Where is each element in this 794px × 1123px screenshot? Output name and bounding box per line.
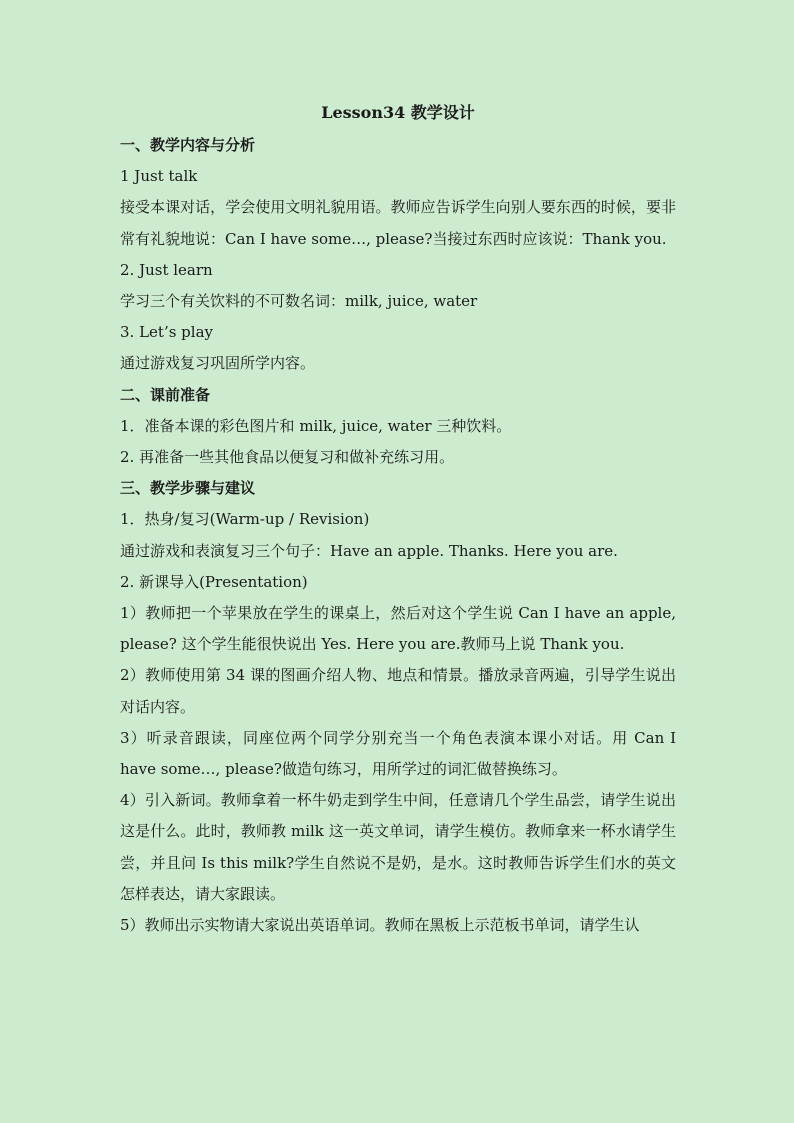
step-warmup-text: 通过游戏和表演复习三个句子：Have an apple. Thanks. Here you are. <box>120 541 618 560</box>
subheading-just-talk: 1 Just talk <box>120 167 198 186</box>
presentation-item-2: 2）教师使用第 34 课的图画介绍人物、地点和情景。播放录音两遍，引导学生说出对话内容。 <box>120 666 676 716</box>
step-warmup-heading: 1．热身/复习(Warm-up / Revision) <box>120 510 370 529</box>
section-heading-steps: 三、教学步骤与建议 <box>120 479 256 498</box>
presentation-item-3: 3）听录音跟读，同座位两个同学分别充当一个角色表演本课小对话。用 Can I have some…, please?做造句练习，用所学过的词汇做替换练习。 <box>120 728 676 779</box>
paragraph-just-talk: 接受本课对话，学会使用文明礼貌用语。教师应告诉学生向别人要东西的时候，要非常有礼貌地说：Can I have some…, please?当接过东西时应该说：Thank you. <box>120 198 676 248</box>
presentation-item-4: 4）引入新词。教师拿着一杯牛奶走到学生中间，任意请几个学生品尝，请学生说出这是什么。此时，教师教 milk 这一英文单词，请学生模仿。教师拿来一杯水请学生尝，并且问 Is this milk?学生自然说不是奶，是水。这时教师告诉学生们水的英文怎样表达，请大家跟读。 <box>120 791 676 903</box>
preparation-item-1: 1．准备本课的彩色图片和 milk, juice, water 三种饮料。 <box>120 416 512 435</box>
document-title: Lesson34 教学设计 <box>321 103 475 122</box>
preparation-item-2: 2. 再准备一些其他食品以便复习和做补充练习用。 <box>120 448 455 467</box>
section-heading-content-analysis: 一、教学内容与分析 <box>120 136 256 154</box>
document-page <box>120 98 676 941</box>
subheading-just-learn: 2. Just learn <box>120 260 213 279</box>
presentation-item-5: 5）教师出示实物请大家说出英语单词。教师在黑板上示范板书单词，请学生认 <box>120 916 640 935</box>
step-presentation-heading: 2. 新课导入(Presentation) <box>120 572 308 591</box>
presentation-item-1: 1）教师把一个苹果放在学生的课桌上，然后对这个学生说 Can I have an apple, please? 这个学生能很快说出 Yes. Here you are.教师马上说 Thank you. <box>120 604 676 654</box>
subheading-lets-play: 3. Let’s play <box>120 323 213 342</box>
section-heading-preparation: 二、课前准备 <box>120 385 211 404</box>
paragraph-just-learn: 学习三个有关饮料的不可数名词：milk, juice, water <box>120 292 478 311</box>
paragraph-lets-play: 通过游戏复习巩固所学内容。 <box>120 354 316 373</box>
